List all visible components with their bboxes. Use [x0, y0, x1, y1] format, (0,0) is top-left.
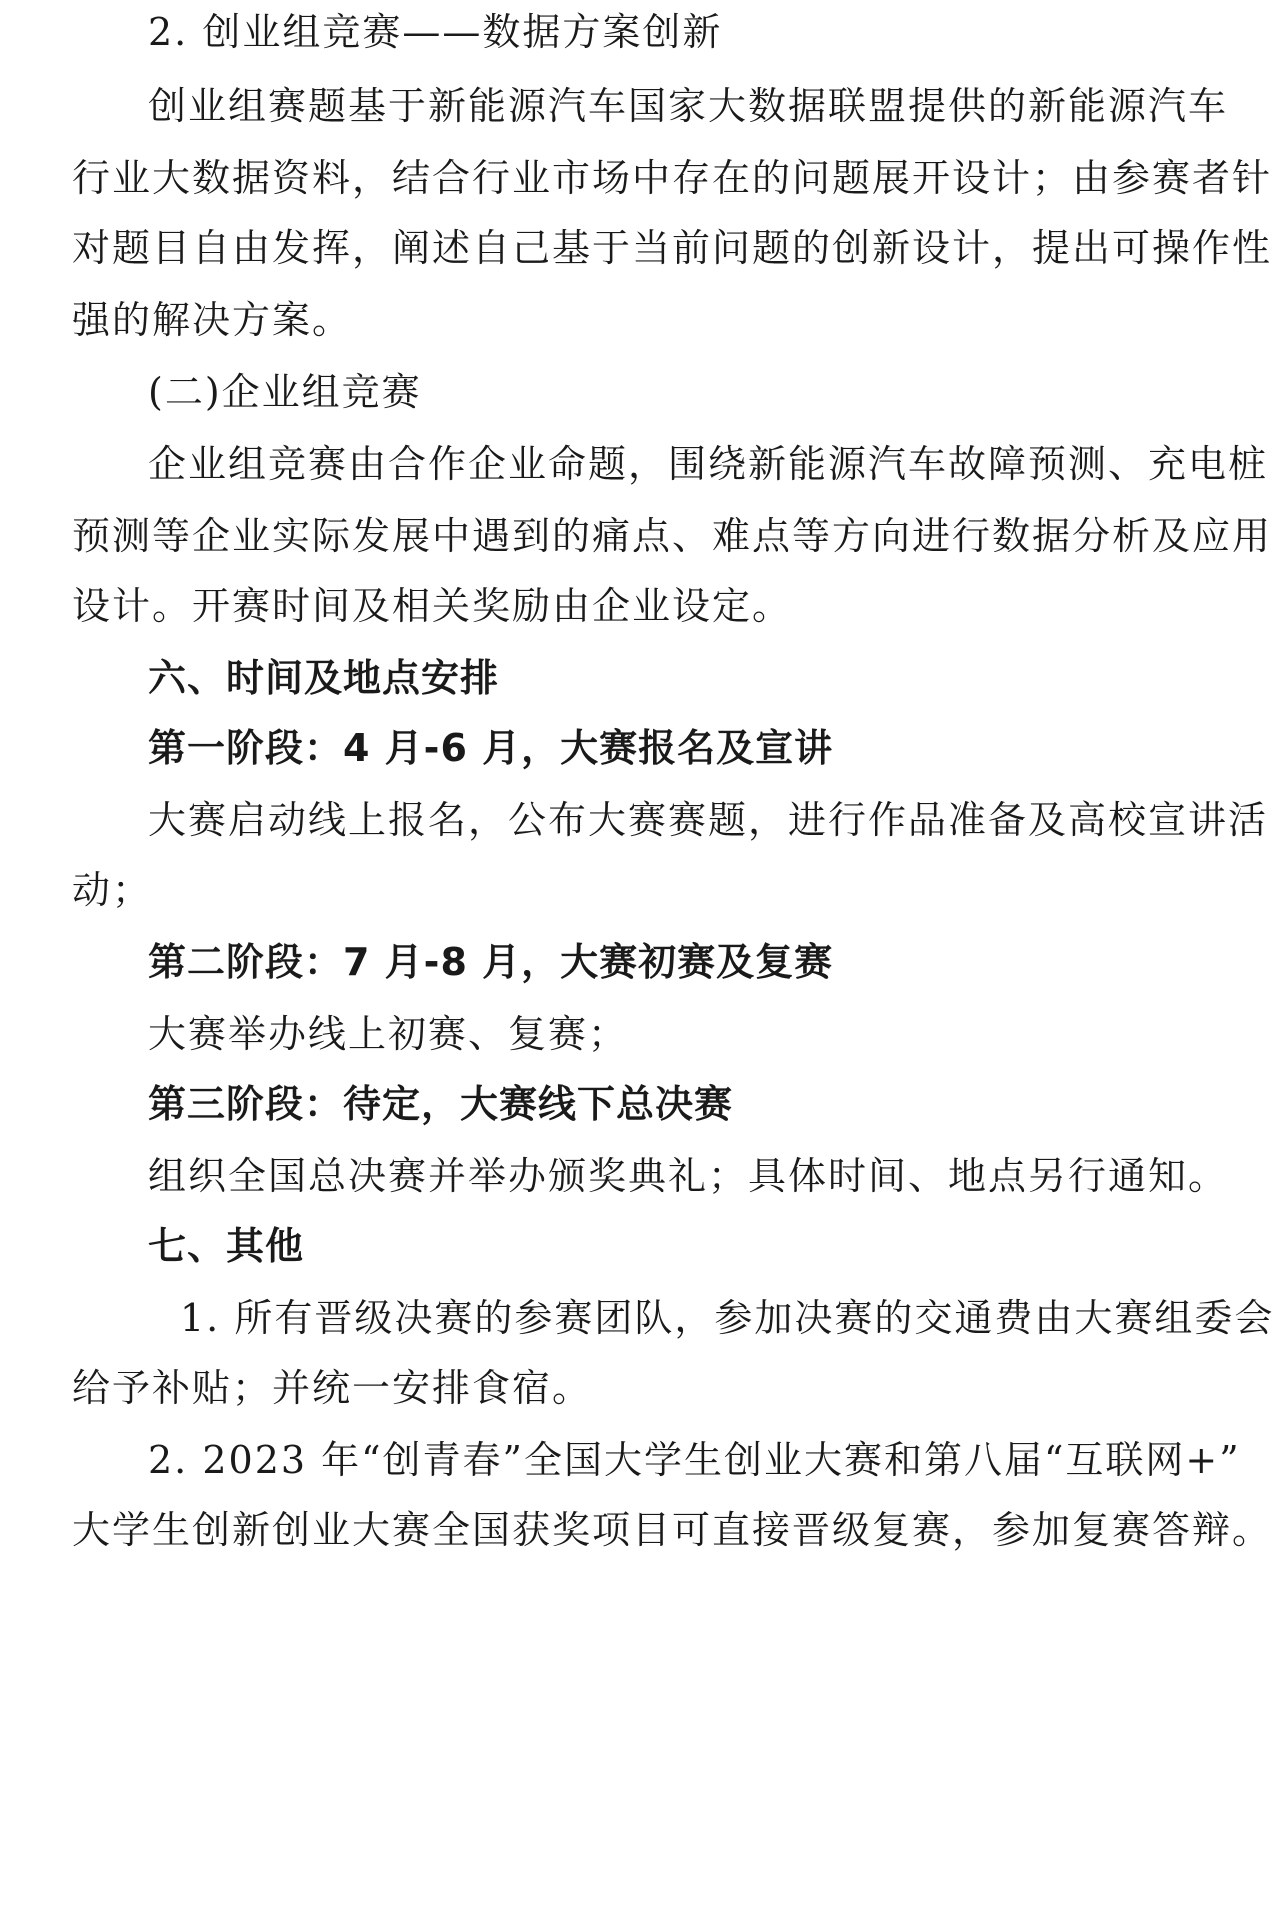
paragraph-line: 给予补贴；并统一安排食宿。 — [72, 1366, 593, 1410]
paragraph-line: 大赛启动线上报名，公布大赛赛题，进行作品准备及高校宣讲活 — [148, 798, 1269, 842]
section-heading-schedule: 六、时间及地点安排 — [148, 656, 500, 700]
paragraph-line: 预测等企业实际发展中遇到的痛点、难点等方向进行数据分析及应用 — [72, 514, 1273, 558]
paragraph-line: 大赛举办线上初赛、复赛； — [148, 1012, 629, 1056]
paragraph-line: 1. 所有晋级决赛的参赛团队，参加决赛的交通费由大赛组委会 — [180, 1296, 1275, 1340]
paragraph-line: 动； — [72, 868, 153, 912]
paragraph-line: 行业大数据资料，结合行业市场中存在的问题展开设计；由参赛者针 — [72, 156, 1273, 200]
stage-one-heading: 第一阶段：4 月-6 月，大赛报名及宣讲 — [148, 726, 834, 770]
paragraph-line: 2. 2023 年“创青春”全国大学生创业大赛和第八届“互联网+” — [148, 1438, 1241, 1482]
stage-two-heading: 第二阶段：7 月-8 月，大赛初赛及复赛 — [148, 940, 834, 984]
section-heading-other: 七、其他 — [148, 1224, 305, 1268]
paragraph-line: 大学生创新创业大赛全国获奖项目可直接晋级复赛，参加复赛答辩。 — [72, 1508, 1273, 1552]
stage-three-heading: 第三阶段：待定，大赛线下总决赛 — [148, 1082, 734, 1126]
paragraph-line: 创业组赛题基于新能源汽车国家大数据联盟提供的新能源汽车 — [148, 84, 1229, 128]
paragraph-line: 企业组竞赛由合作企业命题，围绕新能源汽车故障预测、充电桩 — [148, 442, 1269, 486]
subheading-enterprise-competition: (二)企业组竞赛 — [148, 370, 422, 414]
paragraph-line: 组织全国总决赛并举办颁奖典礼；具体时间、地点另行通知。 — [148, 1154, 1229, 1198]
subheading-startup-competition: 2. 创业组竞赛——数据方案创新 — [148, 10, 723, 54]
paragraph-line: 设计。开赛时间及相关奖励由企业设定。 — [72, 584, 793, 628]
paragraph-line: 强的解决方案。 — [72, 298, 353, 342]
paragraph-line: 对题目自由发挥，阐述自己基于当前问题的创新设计，提出可操作性 — [72, 226, 1273, 270]
